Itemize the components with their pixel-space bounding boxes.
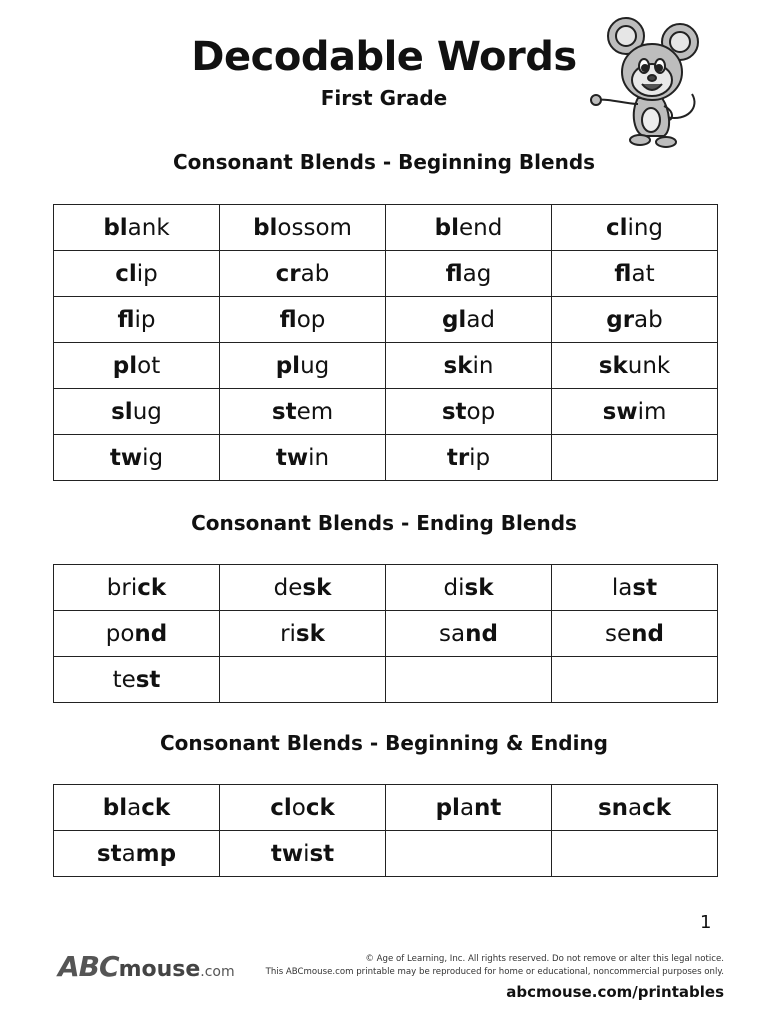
word-middle: o xyxy=(291,794,306,821)
table-row xyxy=(54,785,718,831)
blend-end: nd xyxy=(631,620,664,647)
word-cell xyxy=(386,611,552,657)
word-cell xyxy=(386,297,552,343)
blend-end: sk xyxy=(464,574,494,601)
legal-line-2: This ABCmouse.com printable may be reproduced for home or educational, noncommercial purposes only. xyxy=(265,967,724,977)
word-middle: ab xyxy=(634,306,663,333)
word-cell xyxy=(552,205,718,251)
blend-start: bl xyxy=(253,214,278,241)
blend-start: bl xyxy=(102,794,128,821)
word-cell xyxy=(386,785,552,831)
word-cell xyxy=(54,435,220,481)
section-title-beginning-blends: Consonant Blends - Beginning Blends xyxy=(172,150,596,174)
legal-line-1: © Age of Learning, Inc. All rights reserved. Do not remove or alter this legal notice. xyxy=(365,954,724,964)
word-middle: te xyxy=(112,666,136,693)
word-cell xyxy=(54,297,220,343)
section-title-beginning-ending: Consonant Blends - Beginning & Ending xyxy=(159,731,608,755)
word-middle: ug xyxy=(132,398,162,425)
empty-cell xyxy=(552,657,718,703)
page-number: 1 xyxy=(700,912,712,933)
word-middle: i xyxy=(303,840,310,867)
blend-end: ck xyxy=(642,794,672,821)
blend-start: sw xyxy=(602,398,638,425)
blend-end: nd xyxy=(134,620,168,647)
section-title-ending-blends: Consonant Blends - Ending Blends xyxy=(191,511,577,535)
empty-cell xyxy=(386,831,552,877)
word-middle: ossom xyxy=(277,214,352,241)
table-row xyxy=(54,343,718,389)
blend-start: sk xyxy=(598,352,628,379)
word-cell xyxy=(552,785,718,831)
empty-cell xyxy=(552,831,718,877)
blend-start: st xyxy=(441,398,467,425)
word-middle: la xyxy=(611,574,633,601)
table-row xyxy=(54,251,718,297)
blend-start: fl xyxy=(445,260,463,287)
word-middle: sa xyxy=(439,620,466,647)
word-middle: ip xyxy=(134,306,156,333)
legal-notice xyxy=(266,953,724,979)
empty-cell xyxy=(386,657,552,703)
blend-start: cl xyxy=(115,260,137,287)
table-row xyxy=(54,831,718,877)
word-middle: ing xyxy=(627,214,664,241)
word-cell xyxy=(54,343,220,389)
blend-start: gl xyxy=(441,306,467,333)
blend-end: mp xyxy=(135,840,177,867)
blend-end: ck xyxy=(141,794,171,821)
word-cell xyxy=(54,611,220,657)
blend-start: fl xyxy=(279,306,297,333)
blend-start: tw xyxy=(275,444,309,471)
blend-start: pl xyxy=(435,794,460,821)
word-cell xyxy=(220,831,386,877)
word-middle: di xyxy=(443,574,465,601)
blend-start: bl xyxy=(434,214,460,241)
blend-start: tr xyxy=(446,444,470,471)
word-middle: ig xyxy=(142,444,164,471)
blend-end: sk xyxy=(302,574,332,601)
word-cell xyxy=(386,251,552,297)
table-row xyxy=(54,297,718,343)
abcmouse-logo xyxy=(58,950,235,983)
word-middle: ug xyxy=(300,352,330,379)
word-cell xyxy=(552,297,718,343)
blend-start: bl xyxy=(103,214,128,241)
word-middle: po xyxy=(105,620,135,647)
table-row xyxy=(54,565,718,611)
word-middle: se xyxy=(605,620,632,647)
word-cell xyxy=(552,565,718,611)
word-cell xyxy=(552,389,718,435)
blend-end: sk xyxy=(295,620,325,647)
logo-mouse-text: mouse xyxy=(118,957,201,982)
word-cell xyxy=(54,251,220,297)
blend-start: tw xyxy=(109,444,143,471)
blend-start: cl xyxy=(605,214,628,241)
logo-abc-text: ABC xyxy=(58,950,119,983)
word-table-beginning-ending xyxy=(53,784,718,877)
word-middle: ip xyxy=(136,260,158,287)
word-middle: a xyxy=(121,840,136,867)
word-cell xyxy=(54,785,220,831)
word-cell xyxy=(386,565,552,611)
word-middle: a xyxy=(628,794,643,821)
blend-start: pl xyxy=(112,352,138,379)
word-cell xyxy=(386,343,552,389)
blend-end: nd xyxy=(465,620,498,647)
blend-end: st xyxy=(632,574,658,601)
word-cell xyxy=(54,389,220,435)
word-cell xyxy=(220,785,386,831)
blend-start: sn xyxy=(597,794,629,821)
word-cell xyxy=(386,205,552,251)
logo-dotcom-text: .com xyxy=(200,964,235,980)
word-cell xyxy=(220,565,386,611)
blend-start: st xyxy=(271,398,297,425)
word-table-ending-blends xyxy=(53,564,718,703)
table-row xyxy=(54,611,718,657)
blend-start: fl xyxy=(117,306,135,333)
word-middle: in xyxy=(308,444,330,471)
word-middle: op xyxy=(296,306,326,333)
word-middle: im xyxy=(637,398,667,425)
word-cell xyxy=(220,611,386,657)
word-cell xyxy=(54,565,220,611)
blend-start: fl xyxy=(614,260,632,287)
blend-start: cl xyxy=(270,794,292,821)
blend-start: sl xyxy=(111,398,133,425)
word-middle: op xyxy=(466,398,496,425)
word-middle: a xyxy=(459,794,475,821)
word-middle: de xyxy=(273,574,303,601)
word-cell xyxy=(552,343,718,389)
empty-cell xyxy=(552,435,718,481)
blend-end: st xyxy=(309,840,335,867)
word-cell xyxy=(552,251,718,297)
word-middle: ad xyxy=(466,306,496,333)
word-middle: em xyxy=(296,398,334,425)
word-middle: ab xyxy=(300,260,330,287)
blend-start: st xyxy=(96,840,122,867)
table-row xyxy=(54,435,718,481)
blend-start: sk xyxy=(443,352,473,379)
word-cell xyxy=(220,205,386,251)
word-cell xyxy=(54,657,220,703)
blend-end: ck xyxy=(137,574,167,601)
word-middle: a xyxy=(127,794,142,821)
word-middle: ot xyxy=(137,352,161,379)
word-cell xyxy=(386,389,552,435)
word-middle: unk xyxy=(627,352,671,379)
word-cell xyxy=(552,611,718,657)
blend-start: tw xyxy=(270,840,304,867)
word-cell xyxy=(54,205,220,251)
word-middle: at xyxy=(631,260,655,287)
cartoon-mouse-icon xyxy=(588,12,710,152)
word-middle: ank xyxy=(127,214,170,241)
table-row xyxy=(54,657,718,703)
word-middle: ri xyxy=(280,620,296,647)
blend-start: cr xyxy=(275,260,301,287)
blend-start: gr xyxy=(606,306,635,333)
word-middle: in xyxy=(472,352,494,379)
word-cell xyxy=(220,251,386,297)
page-subtitle: First Grade xyxy=(320,86,448,110)
word-cell xyxy=(220,435,386,481)
word-table-beginning-blends xyxy=(53,204,718,481)
word-middle: bri xyxy=(106,574,138,601)
blend-end: nt xyxy=(474,794,502,821)
blend-end: st xyxy=(135,666,161,693)
table-row xyxy=(54,205,718,251)
word-cell xyxy=(220,343,386,389)
table-row xyxy=(54,389,718,435)
word-cell xyxy=(220,297,386,343)
word-middle: ip xyxy=(469,444,491,471)
word-middle: ag xyxy=(462,260,492,287)
blend-end: ck xyxy=(305,794,335,821)
word-cell xyxy=(220,389,386,435)
printables-url: abcmouse.com/printables xyxy=(506,983,724,1001)
empty-cell xyxy=(220,657,386,703)
word-middle: end xyxy=(459,214,503,241)
page-title: Decodable Words xyxy=(191,34,577,80)
word-cell xyxy=(386,435,552,481)
blend-start: pl xyxy=(275,352,301,379)
word-cell xyxy=(54,831,220,877)
